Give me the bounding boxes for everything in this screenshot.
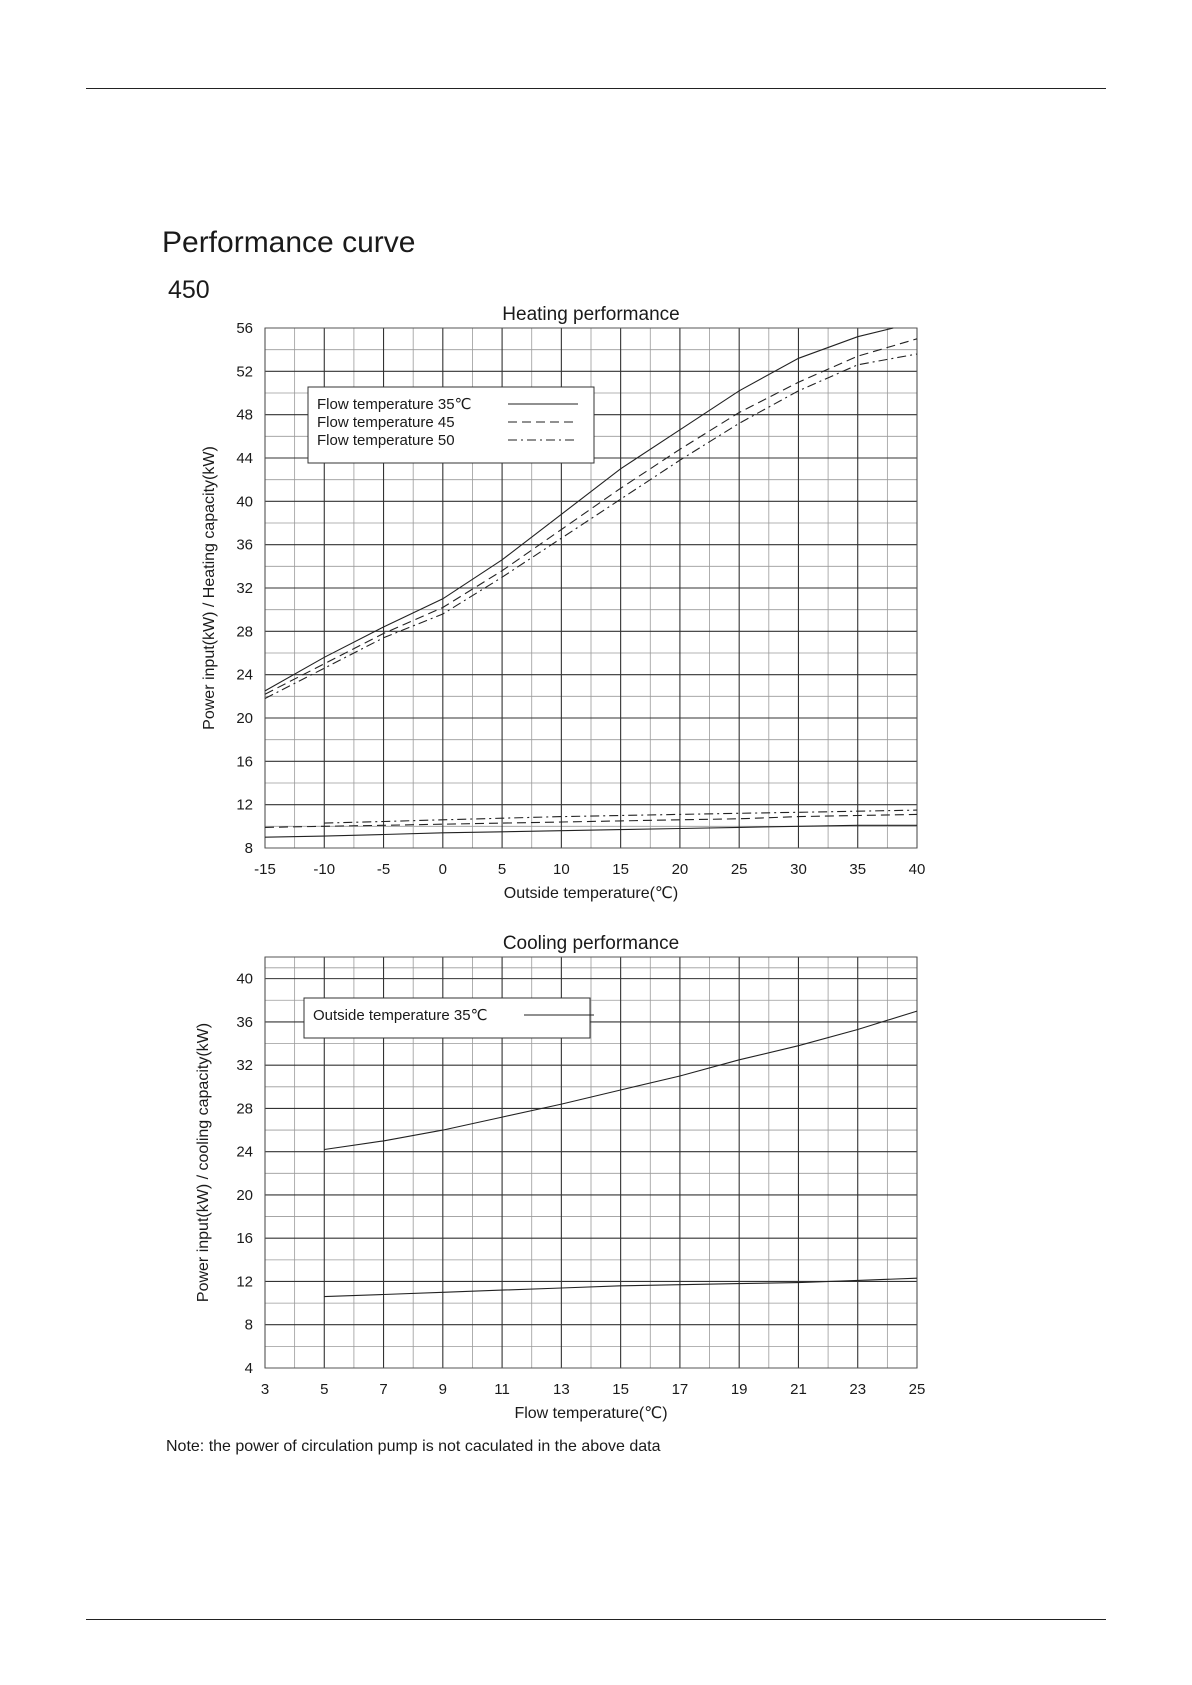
y-tick-label: 56: [236, 320, 253, 337]
footer-rule: [86, 1619, 1106, 1620]
page-title: Performance curve: [162, 226, 416, 259]
y-tick-label: 16: [236, 753, 253, 771]
x-tick-label: 5: [497, 861, 507, 878]
footnote: Note: the power of circulation pump is not caculated in the above data: [166, 1438, 661, 1455]
legend-entry: Flow temperature 45: [317, 414, 455, 431]
x-tick-label: 19: [730, 1381, 748, 1398]
y-tick-label: 44: [236, 450, 253, 467]
x-tick-label: 23: [849, 1381, 867, 1398]
y-tick-label: 12: [236, 796, 253, 814]
y-tick-label: 36: [236, 536, 253, 554]
y-tick-label: 20: [236, 1186, 253, 1204]
x-tick-label: 40: [908, 861, 926, 878]
x-tick-label: 5: [320, 1381, 329, 1398]
x-tick-label: 10: [553, 861, 570, 878]
x-tick-label: 11: [494, 1381, 510, 1398]
y-tick-label: 24: [236, 666, 253, 684]
x-tick-label: 17: [671, 1381, 689, 1398]
x-axis-label: Flow temperature(℃): [514, 1405, 668, 1422]
legend-entry: Outside temperature 35℃: [313, 1007, 488, 1024]
model-number: 450: [168, 276, 210, 304]
y-tick-label: 8: [244, 840, 253, 857]
y-tick-label: 16: [236, 1230, 253, 1248]
y-axis-label: Power input(kW) / Heating capacity(kW): [201, 446, 218, 730]
legend-entry: Flow temperature 50: [317, 432, 455, 449]
y-tick-label: 8: [244, 1316, 253, 1334]
x-tick-label: 20: [671, 861, 689, 878]
chart-title: Heating performance: [502, 304, 680, 325]
y-tick-label: 32: [236, 1057, 253, 1075]
x-tick-label: 21: [790, 1381, 807, 1398]
heating-performance-chart: [0, 298, 1192, 918]
y-tick-label: 20: [236, 710, 253, 727]
x-axis-label: Outside temperature(℃): [503, 885, 679, 902]
x-tick-label: 15: [612, 1381, 629, 1398]
x-tick-label: -15: [254, 861, 276, 878]
y-tick-label: 28: [236, 623, 253, 641]
x-tick-label: 9: [438, 1381, 447, 1398]
y-tick-label: 52: [236, 363, 253, 381]
x-tick-label: -5: [376, 861, 391, 878]
x-tick-label: 35: [849, 861, 867, 878]
x-tick-label: 7: [379, 1381, 388, 1398]
y-tick-label: 36: [236, 1013, 253, 1031]
y-tick-label: 28: [236, 1100, 253, 1118]
x-tick-label: 15: [612, 861, 629, 878]
x-tick-label: -10: [313, 861, 336, 878]
x-tick-label: 30: [790, 861, 807, 878]
x-tick-label: 25: [730, 861, 748, 878]
y-tick-label: 24: [236, 1143, 253, 1161]
x-tick-label: 25: [908, 1381, 926, 1398]
y-tick-label: 4: [244, 1360, 253, 1377]
cooling-performance-chart: [0, 924, 1192, 1424]
x-tick-label: 0: [438, 861, 447, 878]
y-tick-label: 40: [236, 970, 253, 988]
y-tick-label: 32: [236, 580, 253, 597]
x-tick-label: 3: [260, 1381, 270, 1398]
y-axis-label: Power input(kW) / cooling capacity(kW): [195, 1022, 212, 1303]
y-tick-label: 40: [236, 493, 253, 511]
x-tick-label: 13: [553, 1381, 570, 1398]
legend-entry: Flow temperature 35℃: [317, 396, 472, 413]
y-tick-label: 12: [236, 1273, 253, 1291]
header-rule: [86, 88, 1106, 89]
chart-title: Cooling performance: [502, 933, 680, 954]
y-tick-label: 48: [236, 406, 253, 424]
